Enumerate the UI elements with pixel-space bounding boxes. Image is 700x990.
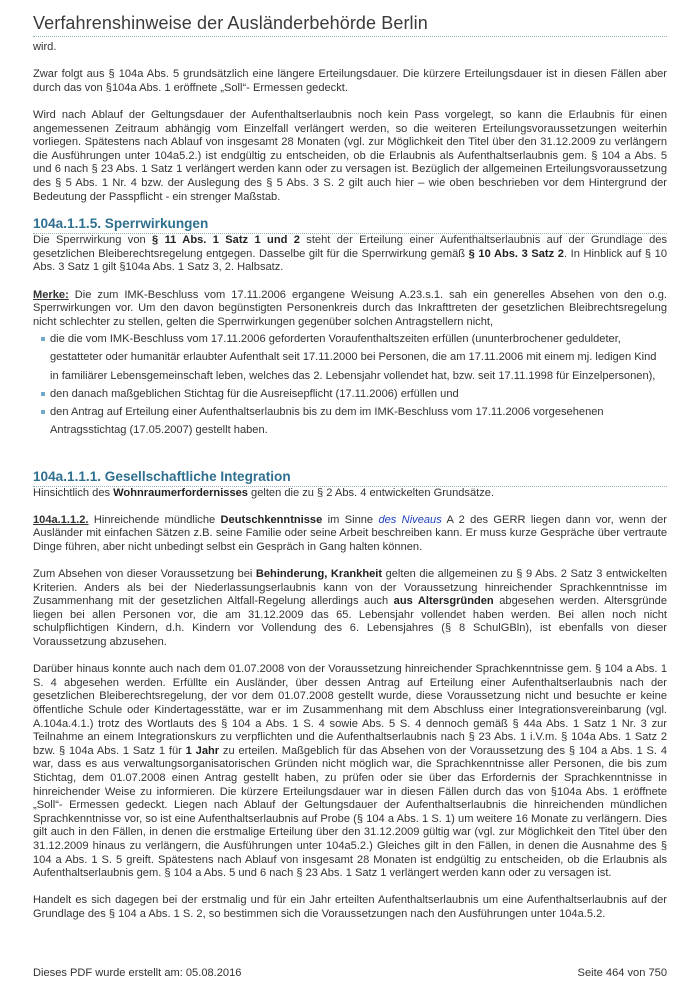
paragraph: Wird nach Ablauf der Geltungsdauer der Aufenthaltserlaubnis noch kein Pass vorgelegt, so kann die Erlaubnis für einen angemessenen Zeitraum abhängig vom Einzelfall verlängert werden, so die weiteren Erteilungsvoraussetzungen weiterhin vorliegen. Spätestens nach Ablauf von insgesamt 28 Monaten (vgl. zur Möglichkeit den Titel über den 31.12.2009 zu verlängern die Ausführungen unter 104a5.2.) ist endgültig zu entscheiden, ob die Erlaubnis als Aufenthaltserlaubnis gem. § 104 a Abs. 5 und 6 nach § 23 Abs. 1 Satz 1 verlängert werden kann oder zu versagen ist. Bezüglich der allgemeinen Erteilungsvoraussetzung des § 5 Abs. 1 Nr. 4 bzw. der Auslegung des § 5 Abs. 3 S. 2 gilt auch hier – wie oben beschrieben vor dem Hintergrund der Bedeutung der Passpflicht - ein strenger Maßstab. <box>33 108 667 203</box>
bullet-list <box>33 330 667 439</box>
merke-paragraph: Merke: Die zum IMK-Beschluss vom 17.11.2006 ergangene Weisung A.23.s.1. sah ein generelles Absehen von den o.g. Sperrwirkungen vor. Um den davon begünstigten Personenkreis durch das Inkrafttreten der gesetzlichen Bleibrechtsregelung nicht schlechter zu stellen, gelten die Sperrwirkungen gegenüber solchen Antragstellern nicht, <box>33 288 667 328</box>
list-item: den danach maßgeblichen Stichtag für die Ausreisepflicht (17.11.2006) erfüllen und <box>45 385 667 403</box>
list-item: die die vom IMK-Beschluss vom 17.11.2006 geforderten Voraufenthaltszeiten erfüllen (ununterbrochener geduldeter, gestatteter oder humanitär erlaubter Aufenthalt seit 17.11.2000 bei Personen, die am 17.11.2006 mit einem mj. ledigen Kind in familiärer Lebensgemeinschaft leben, welches das 2. Lebensjahr vollendet hat, bzw. seit 17.11.1998 für Einzelpersonen), <box>45 330 667 385</box>
paragraph: wird. <box>33 41 57 53</box>
paragraph: Zwar folgt aus § 104a Abs. 5 grundsätzlich eine längere Erteilungsdauer. Die kürzere Erteilungsdauer ist in diesen Fällen aber durch das von §104a Abs. 1 eröffnete „Soll“- Ermessen gedeckt. <box>33 68 667 94</box>
niveau-link[interactable]: des Niveaus <box>378 513 442 526</box>
paragraph: Handelt es sich dagegen bei der erstmalig und für ein Jahr erteilten Aufenthaltserlaubnis um eine Aufenthaltserlaubnis auf der Grundlage des § 104 a Abs. 1 S. 2, so bestimmen sich die Voraussetzungen nach den Ausführungen unter 104a.5.2. <box>33 894 667 920</box>
document-body <box>33 41 667 922</box>
paragraph: Zum Absehen von dieser Voraussetzung bei Behinderung, Krankheit gelten die allgemeinen zu § 9 Abs. 2 Satz 3 entwickelten Kriterien. Anders als bei der Niederlassungserlaubnis kann von der Voraussetzung hinreichender Sprachkenntnisse im Zusammenhang mit der gesetzlichen Altfall-Regelung allerdings auch aus Altersgründen abgesehen werden. Altersgründe liegen bei allen Personen vor, die am 31.12.2009 das 65. Lebensjahr vollendet haben werden. Bei allen noch nicht schulpflichtigen Kindern, d.h. Kindern vor Vollendung des 6. Lebensjahres (§ 8 SchulGBln), ist ebenfalls von dieser Voraussetzung abzusehen. <box>33 568 667 649</box>
subsection-label: 104a.1.1.2. <box>33 513 89 526</box>
list-item: den Antrag auf Erteilung einer Aufenthaltserlaubnis bis zu dem im IMK-Beschluss vom 17.11.2006 vorgesehenen Antragsstichtag (17.05.2007) gestellt haben. <box>45 403 667 439</box>
section-heading-sperrwirkungen: 104a.1.1.5. Sperrwirkungen <box>33 216 667 234</box>
paragraph: Darüber hinaus konnte auch nach dem 01.07.2008 von der Voraussetzung hinreichender Sprachkenntnisse gem. § 104 a Abs. 1 S. 4 abgesehen werden. Erfüllte ein Ausländer, über dessen Antrag auf Erteilung einer Aufenthaltserlaubnis nach der gesetzlichen Bleiberechtsregelung, der vor dem 01.07.2008 gestellt wurde, diese Voraussetzung nicht und besuchte er keine öffentliche Schule oder Kindertagesstätte, war er im Zusammenhang mit dem Abschluss einer Integrationsvereinbarung (vgl. A.104a.4.1.) trotz des Wortlauts des § 104 a Abs. 1 S. 4 sowie Abs. 5 S. 4 dennoch gemäß § 44a Abs. 1 Satz 1 Nr. 3 zur Teilnahme an einem Integrationskurs zu verpflichten und die Aufenthaltserlaubnis nach § 23 Abs. 1 i.V.m. § 104a Abs. 1 Satz 2 bzw. § 104a Abs. 1 Satz 1 für 1 Jahr zu erteilen. Maßgeblich für das Absehen von der Voraussetzung des § 104 a Abs. 1 S. 4 war, dass es aus verwaltungsorganisatorischen Gründen nicht möglich war, die Sprachkenntnisse aller Personen, die bis zum Stichtag, dem 01.07.2008 einen Antrag gestellt haben, zu prüfen oder sie über das Erfordernis der Sprachkenntnisse in hinreichender Weise zu informieren. Die kürzere Erteilungsdauer war in diesen Fällen durch das von §104a Abs. 1 eröffnete „Soll“- Ermessen gedeckt. Liegen nach Ablauf der Geltungsdauer der Aufenthaltserlaubnis die hinreichenden mündlichen Sprachkenntnisse vor, so ist eine Aufenthaltserlaubnis auf Probe (§ 104 a Abs. 1 S. 1) um weitere 16 Monate zu verlängern. Dies gilt auch in den Fällen, in denen die erstmalige Erteilung über den 31.12.2009 gültig war (vgl. zur Möglichkeit den Titel über den 31.12.2009 hinaus zu verlängern, die Ausführungen unter 104a5.2.) Gleiches gilt in den Fällen, in denen die Ausnahme des § 104 a Abs. 1 S. 5 greift. Spätestens nach Ablauf von insgesamt 28 Monaten ist endgültig zu entscheiden, ob die Erlaubnis als Aufenthaltserlaubnis gem. § 104 a Abs. 5 und 6 nach § 23 Abs. 1 Satz 1 verlängert werden kann oder zu versagen ist. <box>33 663 667 880</box>
section-heading-integration: 104a.1.1.1. Gesellschaftliche Integration <box>33 469 667 487</box>
paragraph: 104a.1.1.2. Hinreichende mündliche Deutschkenntnisse im Sinne des Niveaus A 2 des GERR liegen dann vor, wenn der Ausländer mit einfachen Sätzen z.B. seine Familie oder seine Arbeit beschreiben kann. Er muss kurze Gespräche über vertraute Dinge führen, aber nicht unbedingt selbst ein Gespräch in Gang halten können. <box>33 513 667 553</box>
creation-date: Dieses PDF wurde erstellt am: 05.08.2016 <box>33 967 242 979</box>
title-divider <box>33 36 667 37</box>
document-title: Verfahrenshinweise der Ausländerbehörde Berlin <box>33 13 428 33</box>
page-footer <box>33 967 667 979</box>
paragraph: Hinsichtlich des Wohnraumerfordernisses gelten die zu § 2 Abs. 4 entwickelten Grundsätze. <box>33 486 495 499</box>
page-number: Seite 464 von 750 <box>577 967 667 979</box>
merke-label: Merke: <box>33 288 69 301</box>
paragraph: Die Sperrwirkung von § 11 Abs. 1 Satz 1 und 2 steht der Erteilung einer Aufenthaltserlaubnis auf der Grundlage des gesetzlichen Bleiberechtsregelung entgegen. Dasselbe gilt für die Sperrwirkung gemäß § 10 Abs. 3 Satz 2. In Hinblick auf § 10 Abs. 3 Satz 1 gilt §104a Abs. 1 Satz 3, 2. Halbsatz. <box>33 234 668 274</box>
